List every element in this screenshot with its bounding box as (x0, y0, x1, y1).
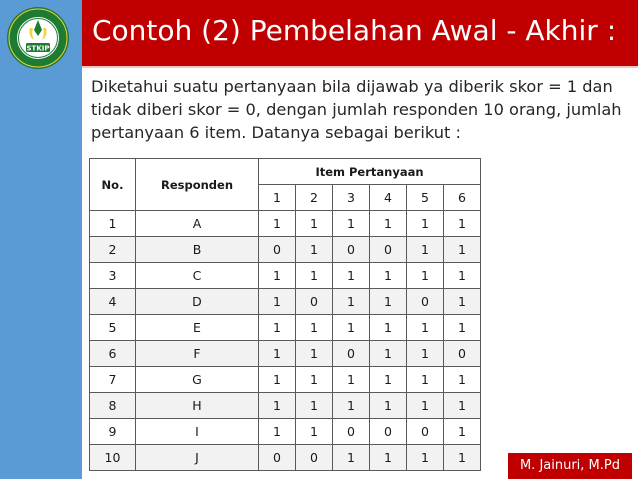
cell-score: 1 (370, 263, 407, 289)
cell-score: 0 (296, 445, 333, 471)
table-row (90, 289, 481, 315)
cell-responden: J (136, 445, 259, 471)
cell-score: 1 (444, 211, 481, 237)
cell-score: 1 (370, 211, 407, 237)
cell-score: 1 (407, 341, 444, 367)
cell-score: 0 (296, 289, 333, 315)
cell-score: 0 (259, 237, 296, 263)
cell-score: 0 (259, 445, 296, 471)
cell-no: 6 (90, 341, 136, 367)
table-row (90, 393, 481, 419)
header-item-2: 2 (296, 185, 333, 211)
cell-score: 1 (296, 367, 333, 393)
cell-score: 1 (296, 263, 333, 289)
cell-score: 0 (370, 237, 407, 263)
cell-score: 1 (259, 289, 296, 315)
cell-score: 1 (370, 341, 407, 367)
table-row (90, 237, 481, 263)
cell-score: 1 (296, 419, 333, 445)
cell-no: 5 (90, 315, 136, 341)
cell-score: 1 (259, 211, 296, 237)
side-bar (0, 0, 82, 479)
table-row (90, 367, 481, 393)
cell-responden: I (136, 419, 259, 445)
cell-no: 1 (90, 211, 136, 237)
cell-score: 1 (444, 263, 481, 289)
cell-responden: E (136, 315, 259, 341)
cell-score: 1 (444, 419, 481, 445)
header-item-group: Item Pertanyaan (259, 159, 481, 185)
stkip-logo (6, 6, 70, 70)
cell-score: 1 (333, 367, 370, 393)
author-badge: M. Jainuri, M.Pd (508, 453, 632, 479)
cell-score: 1 (407, 445, 444, 471)
cell-score: 1 (444, 445, 481, 471)
logo-text: STKIP (26, 44, 50, 53)
cell-score: 1 (370, 445, 407, 471)
cell-score: 0 (444, 341, 481, 367)
header-item-3: 3 (333, 185, 370, 211)
cell-score: 1 (259, 315, 296, 341)
cell-score: 1 (444, 315, 481, 341)
cell-no: 3 (90, 263, 136, 289)
table-row (90, 341, 481, 367)
cell-score: 1 (407, 263, 444, 289)
header-item-1: 1 (259, 185, 296, 211)
cell-responden: G (136, 367, 259, 393)
cell-no: 2 (90, 237, 136, 263)
cell-score: 1 (444, 393, 481, 419)
cell-score: 1 (296, 393, 333, 419)
table-row (90, 263, 481, 289)
cell-score: 1 (333, 445, 370, 471)
intro-text: Diketahui suatu pertanyaan bila dijawab ya diberik skor = 1 dan tidak diberi skor = 0, dengan jumlah responden 10 orang, jumlah pertanyaan 6 item. Datanya sebagai berikut : (91, 77, 622, 142)
cell-score: 1 (259, 263, 296, 289)
cell-responden: C (136, 263, 259, 289)
cell-score: 1 (333, 211, 370, 237)
cell-score: 0 (333, 341, 370, 367)
cell-score: 1 (296, 315, 333, 341)
header-item-6: 6 (444, 185, 481, 211)
cell-score: 1 (259, 367, 296, 393)
cell-score: 1 (407, 393, 444, 419)
table-row (90, 211, 481, 237)
cell-no: 8 (90, 393, 136, 419)
cell-score: 1 (444, 237, 481, 263)
cell-score: 1 (333, 315, 370, 341)
cell-score: 1 (333, 289, 370, 315)
cell-no: 4 (90, 289, 136, 315)
cell-score: 1 (296, 237, 333, 263)
slide-title: Contoh (2) Pembelahan Awal - Akhir : (92, 14, 617, 47)
header-no: No. (90, 159, 136, 211)
cell-no: 9 (90, 419, 136, 445)
cell-score: 0 (333, 419, 370, 445)
cell-score: 1 (296, 341, 333, 367)
cell-score: 1 (370, 315, 407, 341)
cell-score: 1 (259, 341, 296, 367)
cell-score: 0 (407, 419, 444, 445)
cell-responden: B (136, 237, 259, 263)
cell-no: 7 (90, 367, 136, 393)
data-table (89, 158, 481, 471)
cell-score: 1 (259, 419, 296, 445)
cell-no: 10 (90, 445, 136, 471)
cell-score: 1 (370, 289, 407, 315)
cell-responden: H (136, 393, 259, 419)
cell-responden: F (136, 341, 259, 367)
table-row (90, 419, 481, 445)
header-item-4: 4 (370, 185, 407, 211)
cell-score: 1 (296, 211, 333, 237)
cell-score: 1 (407, 315, 444, 341)
cell-score: 1 (444, 367, 481, 393)
cell-score: 1 (333, 263, 370, 289)
header-item-5: 5 (407, 185, 444, 211)
cell-responden: D (136, 289, 259, 315)
cell-score: 1 (370, 393, 407, 419)
cell-score: 1 (444, 289, 481, 315)
cell-responden: A (136, 211, 259, 237)
cell-score: 0 (407, 289, 444, 315)
cell-score: 1 (407, 237, 444, 263)
cell-score: 0 (333, 237, 370, 263)
cell-score: 1 (333, 393, 370, 419)
cell-score: 1 (259, 393, 296, 419)
cell-score: 1 (370, 367, 407, 393)
table-row (90, 315, 481, 341)
header-responden: Responden (136, 159, 259, 211)
cell-score: 1 (407, 211, 444, 237)
table-row (90, 445, 481, 471)
cell-score: 1 (407, 367, 444, 393)
cell-score: 0 (370, 419, 407, 445)
